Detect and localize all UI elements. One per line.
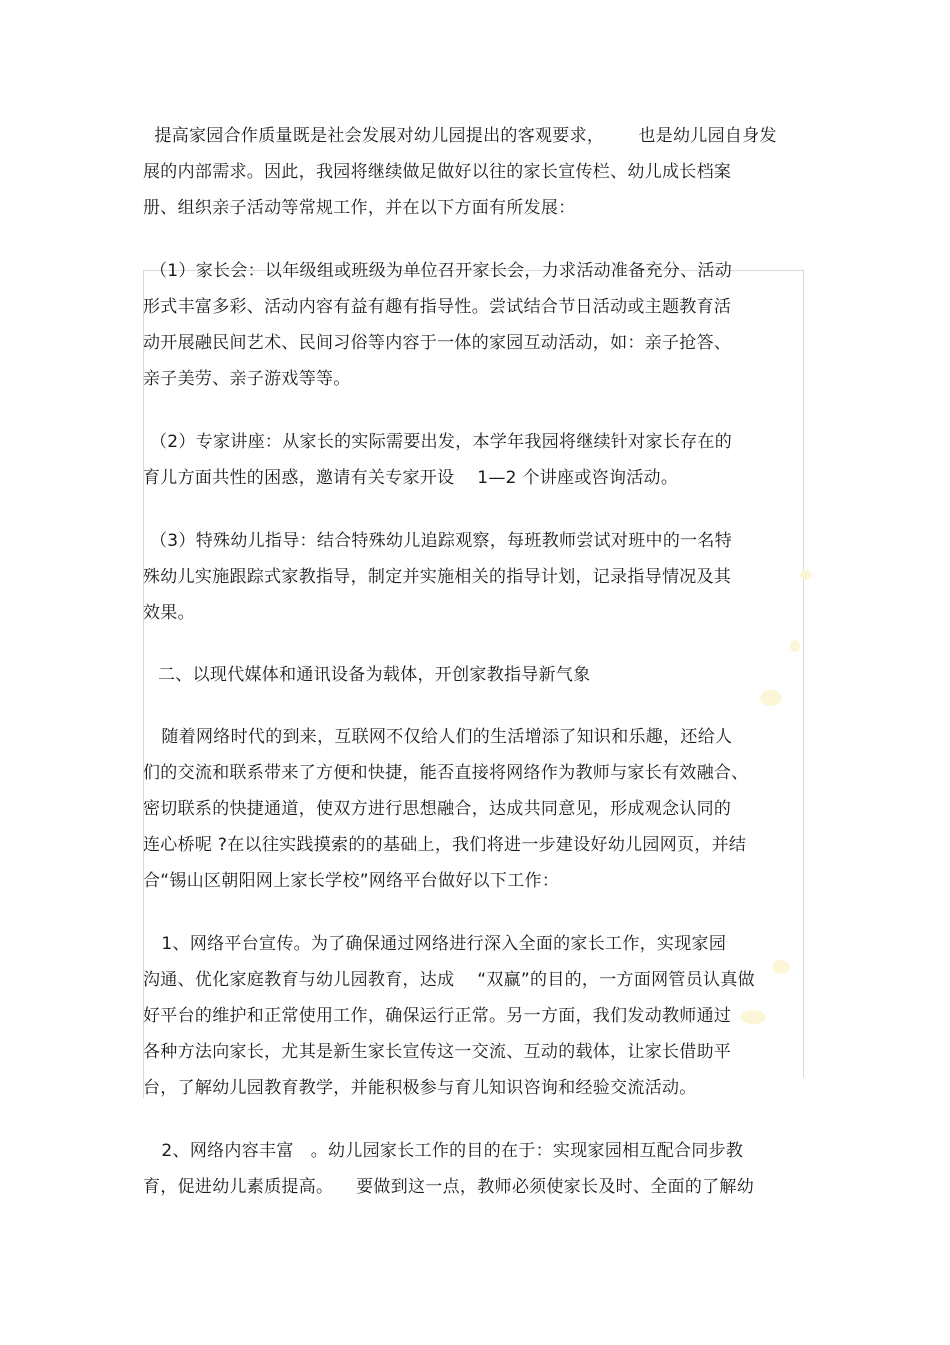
text-line: 动开展融民间艺术、民间习俗等内容于一体的家园互动活动，如：亲子抢答、 (143, 333, 732, 353)
scan-speck (740, 1010, 766, 1024)
text-line: 随着网络时代的到来，互联网不仅给人们的生活增添了知识和乐趣，还给人 (150, 727, 733, 747)
text-line: 连心桥呢 ?在以往实践摸索的的基础上，我们将进一步建设好幼儿园网页，并结 (143, 835, 747, 855)
text-line: 展的内部需求。因此，我园将继续做足做好以往的家长宣传栏、幼儿成长档案 (143, 162, 732, 182)
section-heading: 二、以现代媒体和通讯设备为载体，开创家教指导新气象 (158, 665, 591, 685)
text-line: 亲子美劳、亲子游戏等等。 (143, 369, 351, 389)
frame-border-right (803, 270, 804, 1078)
text-line: 1、网络平台宣传。为了确保通过网络进行深入全面的家长工作，实现家园 (150, 934, 727, 954)
text-line: 育，促进幼儿素质提高。 要做到这一点，教师必须使家长及时、全面的了解幼 (143, 1177, 755, 1197)
text-line: 殊幼儿实施跟踪式家教指导，制定并实施相关的指导计划，记录指导情况及其 (143, 567, 732, 587)
text-line: 密切联系的快捷通道，使双方进行思想融合，达成共同意见，形成观念认同的 (143, 799, 732, 819)
text-line: 育儿方面共性的困惑，邀请有关专家开设 1—2 个讲座或咨询活动。 (143, 468, 679, 488)
scan-speck (760, 690, 782, 706)
text-line: （2）专家讲座：从家长的实际需要出发，本学年我园将继续针对家长存在的 (150, 432, 733, 452)
text-line: （3）特殊幼儿指导：结合特殊幼儿追踪观察，每班教师尝试对班中的一名特 (150, 531, 733, 551)
text-line: 提高家园合作质量既是社会发展对幼儿园提出的客观要求， 也是幼儿园自身发 (143, 126, 777, 146)
text-line: 好平台的维护和正常使用工作，确保运行正常。另一方面，我们发动教师通过 (143, 1006, 732, 1026)
text-line: 合“锡山区朝阳网上家长学校”网络平台做好以下工作： (143, 871, 560, 891)
text-line: 形式丰富多彩、活动内容有益有趣有指导性。尝试结合节日活动或主题教育活 (143, 297, 732, 317)
text-line: 们的交流和联系带来了方便和快捷，能否直接将网络作为教师与家长有效融合、 (143, 763, 749, 783)
text-line: 各种方法向家长，尤其是新生家长宣传这一交流、互动的载体，让家长借助平 (143, 1042, 732, 1062)
text-line: 效果。 (143, 603, 195, 623)
text-line: 册、组织亲子活动等常规工作，并在以下方面有所发展： (143, 198, 576, 218)
text-line: 台，了解幼儿园教育教学，并能积极参与育儿知识咨询和经验交流活动。 (143, 1078, 697, 1098)
text-line: 沟通、优化家庭教育与幼儿园教育，达成 “双赢”的目的，一方面网管员认真做 (143, 970, 755, 990)
text-line: （1）家长会：以年级组或班级为单位召开家长会，力求活动准备充分、活动 (150, 261, 733, 281)
scan-speck (800, 570, 812, 580)
scan-speck (772, 960, 790, 974)
text-line: 2、网络内容丰富 。幼儿园家长工作的目的在于：实现家园相互配合同步教 (150, 1141, 744, 1161)
scan-speck (790, 640, 800, 652)
